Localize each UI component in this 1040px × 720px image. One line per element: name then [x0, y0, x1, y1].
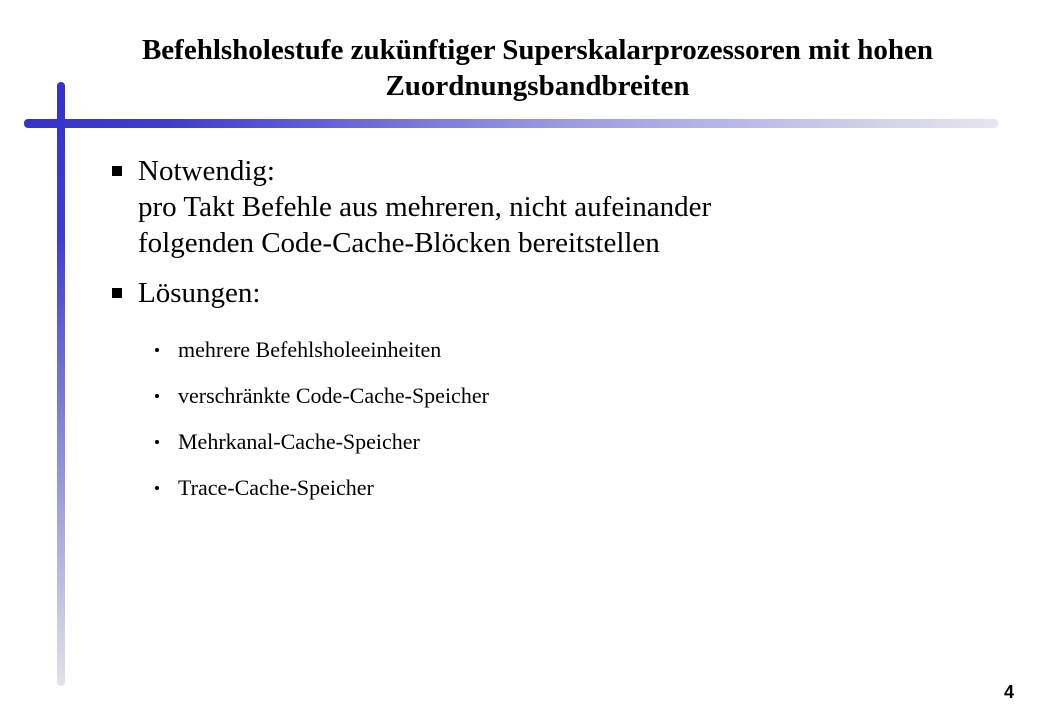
bullet-notwendig: [108, 153, 988, 261]
sub-bullet-item: [150, 336, 850, 364]
bullet-line: folgenden Code-Cache-Blöcken bereitstellen: [138, 227, 660, 259]
bullet-line: Lösungen:: [138, 277, 261, 309]
dot-bullet-icon: [155, 394, 159, 398]
sub-bullet-text: Trace-Cache-Speicher: [178, 475, 374, 500]
square-bullet-icon: [112, 166, 122, 176]
accent-bar-horizontal: [24, 119, 998, 128]
square-bullet-icon: [112, 288, 122, 298]
sub-bullet-item: [150, 474, 850, 502]
sub-bullet-list: [150, 336, 850, 502]
sub-bullet-text: verschränkte Code-Cache-Speicher: [178, 383, 489, 408]
bullet-loesungen: [108, 275, 988, 311]
sub-bullet-item: [150, 382, 850, 410]
dot-bullet-icon: [155, 486, 159, 490]
sub-bullet-item: [150, 428, 850, 456]
slide-title: Befehlsholestufe zukünftiger Superskalarprozessoren mit hohen Zuordnungsbandbreiten: [141, 34, 934, 102]
sub-bullet-text: Mehrkanal-Cache-Speicher: [178, 429, 420, 454]
bullet-line: Notwendig:: [138, 155, 275, 187]
dot-bullet-icon: [155, 440, 159, 444]
dot-bullet-icon: [155, 348, 159, 352]
accent-bar-vertical: [57, 82, 65, 686]
page-number: 4: [1003, 682, 1014, 702]
main-bullet-list: [108, 153, 988, 311]
bullet-line: pro Takt Befehle aus mehreren, nicht aufeinander: [138, 191, 712, 223]
sub-bullet-text: mehrere Befehlsholeeinheiten: [178, 337, 442, 362]
